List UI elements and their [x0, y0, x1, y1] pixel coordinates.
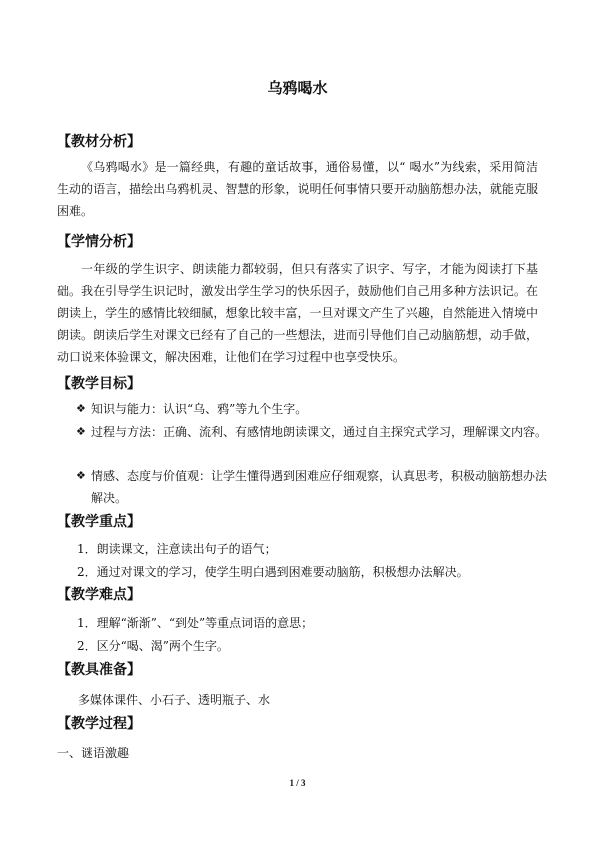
materials-text: 多媒体课件、小石子、透明瓶子、水	[78, 693, 271, 707]
key-point-item: 2．通过对课文的学习，使学生明白遇到困难要动脑筋，积极想办法解决。	[77, 565, 469, 579]
diamond-bullet-icon: ❖	[76, 402, 86, 415]
heading-textbook-analysis: 【教材分析】	[57, 134, 141, 150]
key-point-item: 1．朗读课文，注意读出句子的语气；	[77, 542, 277, 556]
page-number: 1 / 3	[289, 778, 306, 788]
textbook-analysis-paragraph: 《乌鸦喝水》是一篇经典，有趣的童话故事，通俗易懂，以“ 喝水”为线索，采用简洁生动的语言，描绘出乌鸦机灵、智慧的形象，说明任何事情只要开动脑筋想办法，就能克服困难。	[57, 160, 538, 218]
goal-text: 情感、态度与价值观：让学生懂得遇到困难应仔细观察，认真思考，积极动脑筋想办法解决。	[91, 469, 548, 505]
heading-difficulties: 【教学难点】	[57, 587, 141, 603]
heading-materials: 【教具准备】	[57, 662, 141, 678]
difficulty-item: 2．区分“喝、渴”两个生字。	[77, 639, 229, 653]
heading-teaching-process: 【教学过程】	[57, 716, 141, 732]
heading-key-points: 【教学重点】	[57, 514, 141, 530]
document-title: 乌鸦喝水	[267, 79, 328, 97]
goal-item	[76, 398, 547, 420]
heading-student-analysis: 【学情分析】	[57, 234, 141, 250]
student-analysis-paragraph: 一年级的学生识字、朗读能力都较弱，但只有落实了识字、写字，才能为阅读打下基础。我在引导学生识记时，激发出学生学习的快乐因子，鼓励他们自己用多种方法识记。在朗读上，学生的感情比较细腻，想象比较丰富，一旦对课文产生了兴趣，自然能进入情境中朗读。朗读后学生对课文已经有了自己的一些想法，进而引导他们自己动脑筋想，动手做，动口说来体验课文，解决困难，让他们在学习过程中也享受快乐。	[57, 262, 538, 364]
goal-item	[76, 465, 547, 509]
diamond-bullet-icon: ❖	[76, 425, 86, 438]
diamond-bullet-icon: ❖	[76, 469, 86, 482]
goal-item	[76, 421, 547, 443]
goal-text: 过程与方法：正确、流利、有感情地朗读课文，通过自主探究式学习，理解课文内容。	[91, 425, 548, 439]
difficulty-item: 1．理解“渐渐”、“到处”等重点词语的意思；	[77, 616, 314, 630]
process-step-one: 一、谜语激趣	[57, 746, 130, 760]
goal-text: 知识与能力：认识“乌、鸦”等九个生字。	[91, 402, 308, 416]
heading-teaching-goals: 【教学目标】	[57, 376, 141, 392]
